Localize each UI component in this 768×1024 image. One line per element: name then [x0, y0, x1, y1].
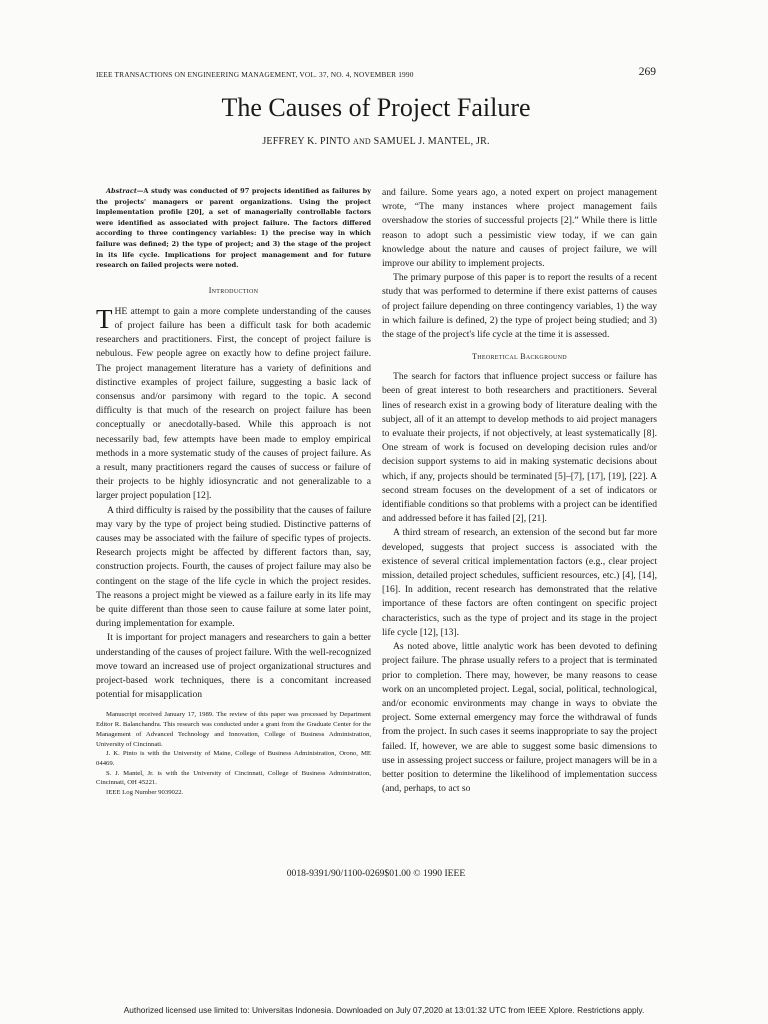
theory-heading-text: Theoretical Background — [472, 352, 567, 362]
page-number: 269 — [638, 66, 656, 78]
right-paragraph-2: The primary purpose of this paper is to report the results of a recent study that was performed to determine if there exist patterns of causes of project failure depending on three contingency variables, 1) the way in which failure is defined, 2) the type of project being studied; and 3) the stage of the project's life cycle at the time it is assessed. — [382, 272, 657, 341]
author-line — [96, 136, 656, 147]
right-paragraph-4: A third stream of research, an extension of the second but far more developed, suggests that project success is associated with the existence of several critical implementation factors (e.g., clear project mission, detailed project schedules, sufficient resources, etc.) [4], [14], [16]. In addition, recent research has demonstrated that the relative importance of these factors are often contingent on specific project characteristics, such as the type of project and its stage in the project life cycle [12], [13]. — [382, 527, 657, 638]
right-column — [382, 186, 657, 796]
author-conjunction: AND — [352, 137, 371, 146]
footnote-manuscript: Manuscript received January 17, 1989. The review of this paper was processed by Department Editor R. Balanchandra. This research was conducted under a grant from the Graduate Center for the Management of Advanced Technology and Innovation, College of Business Administration, University of Cincinnati. — [96, 711, 371, 748]
abstract-text: A study was conducted of 97 projects identified as failures by the projects' managers or parent organizations. Using the project implementation profile [20], a set of managerially controllable factors were identified as associated with project failure. The factors differed according to three contingency variables: 1) the precise way in which failure was defined; 2) the type of project; and 3) the stage of the project in its life cycle. Implications for project management and for future research on failed projects were noted. — [96, 187, 371, 270]
author-pinto: JEFFREY K. PINTO — [262, 136, 351, 147]
drop-cap: T — [96, 303, 113, 334]
footnotes — [96, 710, 371, 797]
footnote-log-number: IEEE Log Number 9039022. — [106, 789, 184, 797]
intro-paragraph-2: A third difficulty is raised by the possibility that the causes of failure may vary by the type of project being studied. Distinctive patterns of causes may be associated with the failure of specific types of projects. Research projects might be affected by different factors than, say, construction projects. Fourth, the causes of project failure may also be contingent on the stage of the life cycle in which the project resides. The reasons a project might be viewed as a failure early in its life may be quite different than those seen to cause failure at some later point, during implementation for example. — [96, 504, 371, 630]
footnote-pinto: J. K. Pinto is with the University of Maine, College of Business Administration, Orono, ME 04469. — [96, 750, 371, 767]
right-paragraph-5: As noted above, little analytic work has been devoted to defining project failure. The phrase usually refers to a project that is terminated prior to completion. There may, however, be many reasons to cease work on an uncompleted project. Legal, social, political, technological, and/or economic environments may change in ways to obviate the project. Some external emergency may force the withdrawal of funds from the project. In such cases it seems inappropriate to say the project failed. If, however, we are able to suggest some basic dimensions to use in assessing project success or failure, project managers will be in a better position to determine the likelihood of implementation success (and, perhaps, to act so — [382, 641, 657, 795]
footnote-mantel: S. J. Mantel, Jr. is with the University of Cincinnati, College of Business Administration, Cincinnati, OH 45221. — [96, 769, 371, 787]
running-head: IEEE TRANSACTIONS ON ENGINEERING MANAGEMENT, VOL. 37, NO. 4, NOVEMBER 1990 — [96, 70, 414, 79]
author-mantel: SAMUEL J. MANTEL, JR. — [373, 136, 490, 147]
intro-paragraph-3: It is important for project managers and researchers to gain a better understanding of the causes of project failure. With the well-recognized move toward an increased use of project organizational structures and project-based work techniques, there is a concomitant increased potential for misapplication — [96, 632, 371, 701]
copyright-line: 0018-9391/90/1100-0269$01.00 © 1990 IEEE — [286, 868, 466, 879]
abstract — [96, 186, 371, 271]
abstract-label: Abstract— — [106, 187, 144, 195]
intro-paragraph-1 — [96, 305, 371, 504]
intro-paragraph-1-text: HE attempt to gain a more complete understanding of the causes of project failure has been a difficult task for both academic researchers and practitioners. First, the concept of project failure is nebulous. Few people agree on exactly how to define project failure. The project management literature has a variety of definitions and distinctive examples of project failure, suggesting a basic lack of consensus and/or parsimony with regard to the topic. A second difficulty is that much of the research on project failure has been conceptually or anecdotally-based. While this approach is not necessarily bad, few attempts have been made to employ empirical methods in a more systematic study of the causes of project failure. As a result, many practitioners regard the causes of success or failure of their projects to be highly idiosyncratic and not generalizable to a larger project population [12]. — [96, 305, 371, 502]
right-paragraph-3: The search for factors that influence project success or failure has been of great interest to both researchers and practitioners. Several lines of research exist in a growing body of literature dealing with the subject, all of it an attempt to develop methods to aid project managers to evaluate their projects, if not objectively, at least systematically [8]. One stream of work is focused on developing decision rules and/or decision support systems to aid in making systematic decisions about which, if any, projects should be terminated [5]–[7], [17], [19], [22]. A second stream focuses on the development of a set of indicators or identifiable conditions so that problems with a project can be identified and addressed before it has failed [2], [21]. — [382, 371, 657, 525]
introduction-heading-text: Introduction — [208, 285, 259, 295]
left-column — [96, 186, 371, 798]
license-notice: Authorized licensed use limited to: Universitas Indonesia. Downloaded on July 07,2020 at 13:01:32 UTC from IEEE Xplore. Restrictions apply. — [123, 1005, 645, 1015]
right-paragraph-1: and failure. Some years ago, a noted expert on project management wrote, “The many instances where project management fails overshadow the stories of successful projects [2].” While there is little reason to adopt such a pessimistic view today, if we can gain knowledge about the nature and causes of project failure, we will improve our ability to implement projects. — [382, 187, 657, 270]
section-heading-introduction — [96, 286, 371, 295]
section-heading-theoretical-background — [382, 352, 657, 361]
paper-title: The Causes of Project Failure — [221, 93, 531, 122]
